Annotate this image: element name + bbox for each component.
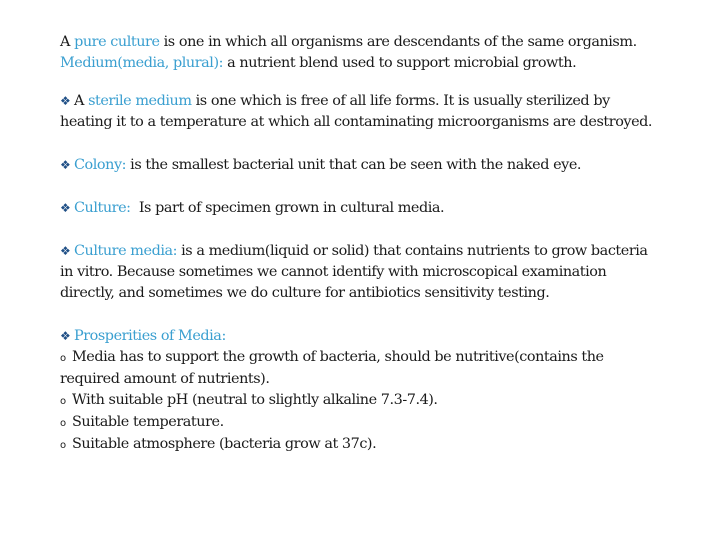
intro-prefix: A	[60, 34, 75, 50]
list-item-text: Suitable atmosphere (bacteria grow at 37c).	[72, 436, 377, 452]
circle-bullet-icon: o	[60, 396, 67, 407]
sterile-prefix: A	[74, 93, 89, 109]
circle-bullet-icon: o	[60, 418, 67, 429]
diamond-bullet-icon: ❖	[60, 158, 71, 172]
term-colony: Colony:	[74, 157, 127, 173]
bullet-colony	[60, 155, 660, 176]
properties-heading	[60, 326, 660, 347]
slide-content	[60, 32, 660, 456]
term-culture: Culture:	[74, 200, 131, 216]
diamond-bullet-icon: ❖	[60, 94, 71, 108]
term-medium: Medium(media, plural):	[60, 55, 224, 71]
medium-definition: a nutrient blend used to support microbial growth.	[223, 55, 577, 71]
term-pure-culture: pure culture	[74, 34, 160, 50]
list-item	[60, 347, 660, 390]
term-culture-media: Culture media:	[74, 243, 178, 259]
diamond-bullet-icon: ❖	[60, 201, 71, 215]
list-item	[60, 412, 660, 434]
culture-definition: Is part of specimen grown in cultural media.	[130, 200, 445, 216]
properties-list	[60, 347, 660, 456]
circle-bullet-icon: o	[60, 353, 67, 364]
colony-definition: is the smallest bacterial unit that can be seen with the naked eye.	[126, 157, 582, 173]
culture-media-definition: is a medium(liquid or solid) that contains nutrients to grow bacteria in vitro. Because sometimes we cannot identify with microscopical examination directly, and sometimes we do culture for antibiotics sensitivity testing.	[60, 243, 648, 301]
circle-bullet-icon: o	[60, 440, 67, 451]
bullet-culture	[60, 198, 660, 219]
term-properties-of-media: Prosperities of Media:	[74, 328, 226, 344]
diamond-bullet-icon: ❖	[60, 244, 71, 258]
list-item-text: Media has to support the growth of bacteria, should be nutritive(contains the required amount of nutrients).	[60, 349, 604, 387]
diamond-bullet-icon: ❖	[60, 329, 71, 343]
list-item	[60, 434, 660, 456]
list-item-text: With suitable pH (neutral to slightly alkaline 7.3-7.4).	[72, 392, 438, 408]
intro-definition: is one in which all organisms are descendants of the same organism.	[159, 34, 637, 50]
bullet-properties	[60, 326, 660, 456]
sterile-definition: is one which is free of all life forms. It is usually sterilized by heating it to a temperature at which all contaminating microorganisms are destroyed.	[60, 93, 653, 130]
list-item	[60, 390, 660, 412]
bullet-culture-media	[60, 241, 660, 304]
term-sterile-medium: sterile medium	[88, 93, 192, 109]
intro-paragraph	[60, 32, 660, 74]
bullet-sterile-medium	[60, 91, 660, 133]
list-item-text: Suitable temperature.	[72, 414, 224, 430]
